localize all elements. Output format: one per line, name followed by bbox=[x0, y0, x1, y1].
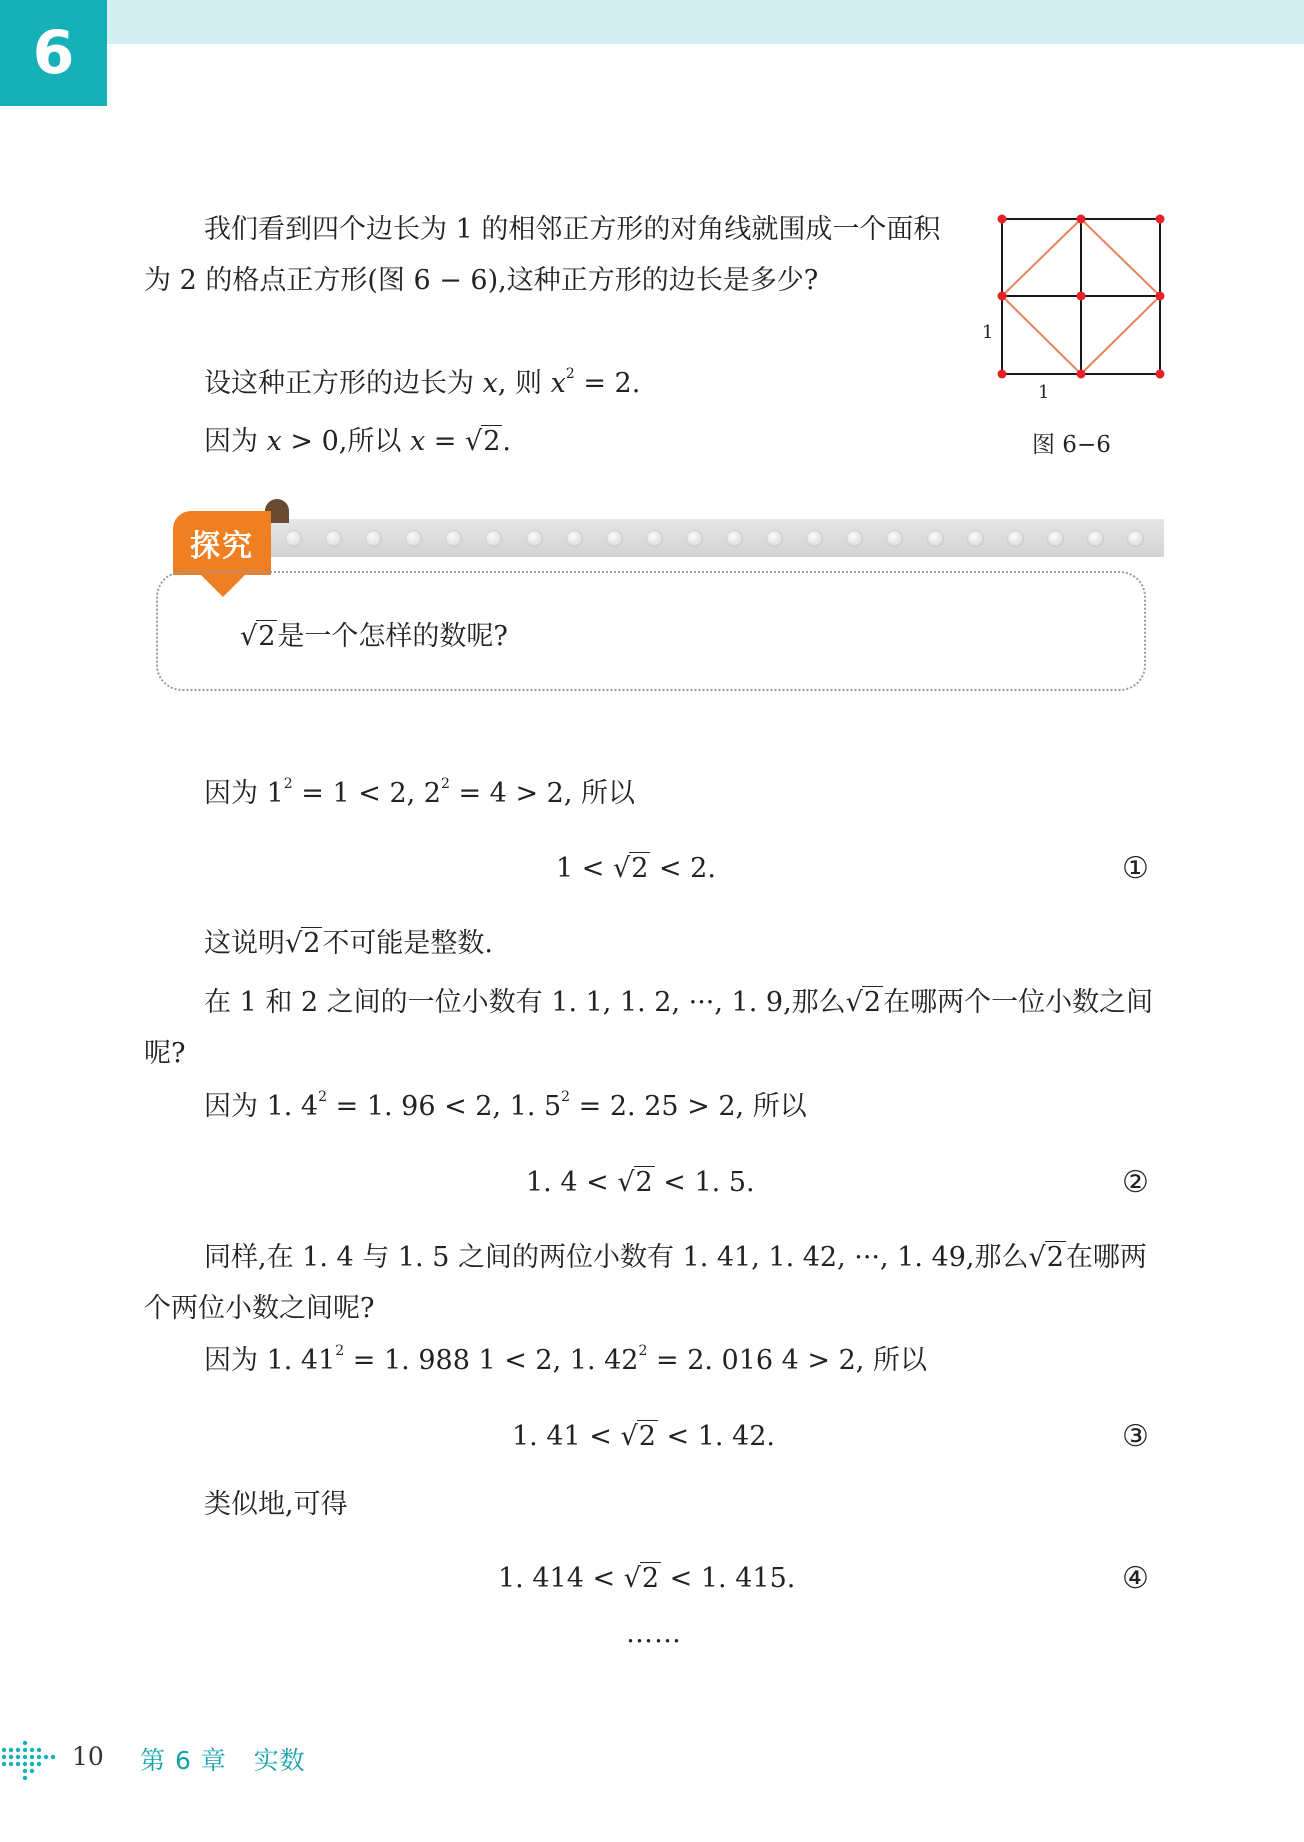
radicand: 2 bbox=[638, 1421, 656, 1452]
banner-dot bbox=[606, 530, 623, 547]
side-length-statement bbox=[204, 358, 640, 409]
bottom-label: 1 bbox=[1038, 382, 1050, 403]
banner-dot bbox=[806, 530, 823, 547]
banner-dot bbox=[927, 530, 944, 547]
text: 在哪两个两位小数之间呢? bbox=[144, 1242, 1147, 1324]
text: = 2. 25 > 2, 所以 bbox=[570, 1091, 807, 1122]
exponent: 2 bbox=[318, 1089, 328, 1105]
text: 设这种正方形的边长为 bbox=[204, 368, 483, 399]
conclusion-statement bbox=[204, 416, 511, 467]
variable-x: x bbox=[409, 426, 426, 457]
banner-dot bbox=[365, 530, 382, 547]
variable-x: x bbox=[266, 426, 282, 457]
step3-statement bbox=[204, 1335, 927, 1386]
text: = 2. bbox=[574, 368, 641, 399]
text: 1. 4 < bbox=[526, 1167, 618, 1198]
variable-x: x bbox=[550, 368, 566, 399]
text: 这说明 bbox=[204, 928, 285, 959]
banner-dot bbox=[1127, 530, 1144, 547]
banner-dot bbox=[485, 530, 502, 547]
text: < 1. 42. bbox=[657, 1421, 775, 1452]
text: 不可能是整数. bbox=[322, 928, 493, 959]
chapter-number: 6 bbox=[32, 18, 75, 88]
header-band bbox=[0, 0, 1304, 44]
text: 因为 bbox=[204, 426, 267, 457]
intro-paragraph: 我们看到四个边长为 1 的相邻正方形的对角线就围成一个面积为 2 的格点正方形(图 6 − 6),这种正方形的边长是多少? bbox=[144, 214, 941, 296]
sqrt-expression: √2 bbox=[465, 426, 501, 457]
radicand: 2 bbox=[863, 987, 882, 1018]
banner-dot bbox=[646, 530, 663, 547]
lattice-point bbox=[998, 292, 1007, 301]
banner-dot bbox=[1007, 530, 1024, 547]
two-decimal-question bbox=[144, 1232, 1164, 1334]
text: = bbox=[425, 426, 465, 457]
banner-dot bbox=[1087, 530, 1104, 547]
lattice-point bbox=[1156, 370, 1165, 379]
exponent: 2 bbox=[335, 1343, 345, 1359]
banner-dot bbox=[766, 530, 783, 547]
lattice-point bbox=[1156, 215, 1165, 224]
text: = 1. 96 < 2, 1. 5 bbox=[327, 1091, 562, 1122]
page-footer bbox=[0, 1728, 400, 1788]
text: 在哪两个一位小数之间呢? bbox=[144, 987, 1154, 1069]
banner-dot bbox=[285, 530, 302, 547]
step1-statement bbox=[204, 768, 635, 819]
text: 在 1 和 2 之间的一位小数有 1. 1, 1. 2, ···, 1. 9,那么 bbox=[204, 987, 846, 1018]
sqrt-expression: √2 bbox=[623, 1563, 660, 1594]
sqrt-expression: √2 bbox=[612, 853, 649, 884]
text: , 则 bbox=[497, 368, 551, 399]
non-integer-statement bbox=[204, 918, 493, 969]
text: = 1 < 2, 2 bbox=[292, 778, 441, 809]
sqrt-expression: √2 bbox=[1028, 1242, 1064, 1273]
banner-dot bbox=[846, 530, 863, 547]
banner-dots bbox=[285, 519, 1144, 557]
lattice-point bbox=[1077, 370, 1086, 379]
step2-statement bbox=[204, 1081, 807, 1132]
text: < 1. 5. bbox=[654, 1167, 755, 1198]
text: 因为 1 bbox=[204, 778, 284, 809]
text: = 1. 988 1 < 2, 1. 42 bbox=[344, 1345, 639, 1376]
banner-dot bbox=[445, 530, 462, 547]
equation-number-1: ① bbox=[1122, 851, 1149, 886]
text: < 2. bbox=[650, 853, 716, 884]
sqrt-expression: √2 bbox=[285, 928, 321, 959]
banner-dot bbox=[726, 530, 743, 547]
lattice-point bbox=[1077, 215, 1086, 224]
lattice-point bbox=[998, 215, 1007, 224]
lattice-point bbox=[1077, 292, 1086, 301]
text: = 2. 016 4 > 2, 所以 bbox=[647, 1345, 927, 1376]
equation-number-3: ③ bbox=[1122, 1419, 1149, 1454]
lattice-point bbox=[998, 370, 1007, 379]
one-decimal-question bbox=[144, 977, 1164, 1079]
figure-caption: 图 6−6 bbox=[1032, 432, 1111, 458]
text: 同样,在 1. 4 与 1. 5 之间的两位小数有 1. 41, 1. 42, ···, 1. 49,那么 bbox=[204, 1242, 1029, 1273]
banner-dot bbox=[686, 530, 703, 547]
similar-statement: 类似地,可得 bbox=[204, 1489, 348, 1520]
exponent: 2 bbox=[565, 366, 575, 382]
radicand: 2 bbox=[641, 1563, 660, 1594]
radicand: 2 bbox=[258, 621, 276, 652]
banner-dot bbox=[967, 530, 984, 547]
text: 因为 1. 4 bbox=[204, 1091, 319, 1122]
text: < 1. 415. bbox=[661, 1563, 796, 1594]
chapter-number-badge bbox=[0, 0, 107, 106]
text: > 0,所以 bbox=[281, 426, 410, 457]
banner-dot bbox=[886, 530, 903, 547]
text: 1. 41 < bbox=[512, 1421, 621, 1452]
text: 1 < bbox=[556, 853, 613, 884]
equation-number-2: ② bbox=[1122, 1165, 1149, 1200]
footer-dot-grid-icon bbox=[0, 1740, 60, 1780]
explore-label: 探究 bbox=[190, 529, 254, 564]
sqrt-expression: √2 bbox=[845, 987, 882, 1018]
equation-number-4: ④ bbox=[1122, 1561, 1149, 1596]
side-label: 1 bbox=[982, 322, 994, 343]
sqrt-expression: √2 bbox=[240, 621, 276, 652]
radicand: 2 bbox=[1046, 1242, 1064, 1273]
exponent: 2 bbox=[283, 776, 293, 792]
equation-1 bbox=[556, 849, 716, 889]
explore-question bbox=[240, 617, 508, 657]
variable-x: x bbox=[482, 368, 498, 399]
text: 因为 1. 41 bbox=[204, 1345, 336, 1376]
equation-2 bbox=[526, 1163, 755, 1203]
banner-dot bbox=[566, 530, 583, 547]
exponent: 2 bbox=[638, 1343, 648, 1359]
text: . bbox=[502, 426, 511, 457]
radicand: 2 bbox=[631, 853, 649, 884]
banner-dot bbox=[526, 530, 543, 547]
question-text: 是一个怎样的数呢? bbox=[277, 621, 508, 652]
text: = 4 > 2, 所以 bbox=[449, 778, 635, 809]
text: 1. 414 < bbox=[498, 1563, 624, 1594]
continuation-ellipsis: …… bbox=[626, 1618, 682, 1649]
exponent: 2 bbox=[561, 1089, 571, 1105]
explore-banner bbox=[175, 519, 1164, 557]
sqrt-expression: √2 bbox=[617, 1167, 653, 1198]
equation-3 bbox=[512, 1417, 775, 1457]
banner-dot bbox=[405, 530, 422, 547]
chapter-title: 第 6 章 实数 bbox=[140, 1746, 306, 1775]
radicand: 2 bbox=[483, 426, 501, 457]
radicand: 2 bbox=[635, 1167, 653, 1198]
banner-dot bbox=[1047, 530, 1064, 547]
lattice-point bbox=[1156, 292, 1165, 301]
equation-4 bbox=[498, 1559, 795, 1599]
radicand: 2 bbox=[303, 928, 321, 959]
exponent: 2 bbox=[440, 776, 450, 792]
banner-dot bbox=[325, 530, 342, 547]
sqrt-expression: √2 bbox=[620, 1421, 656, 1452]
figure-6-6 bbox=[970, 200, 1190, 410]
page-number: 10 bbox=[72, 1742, 104, 1771]
